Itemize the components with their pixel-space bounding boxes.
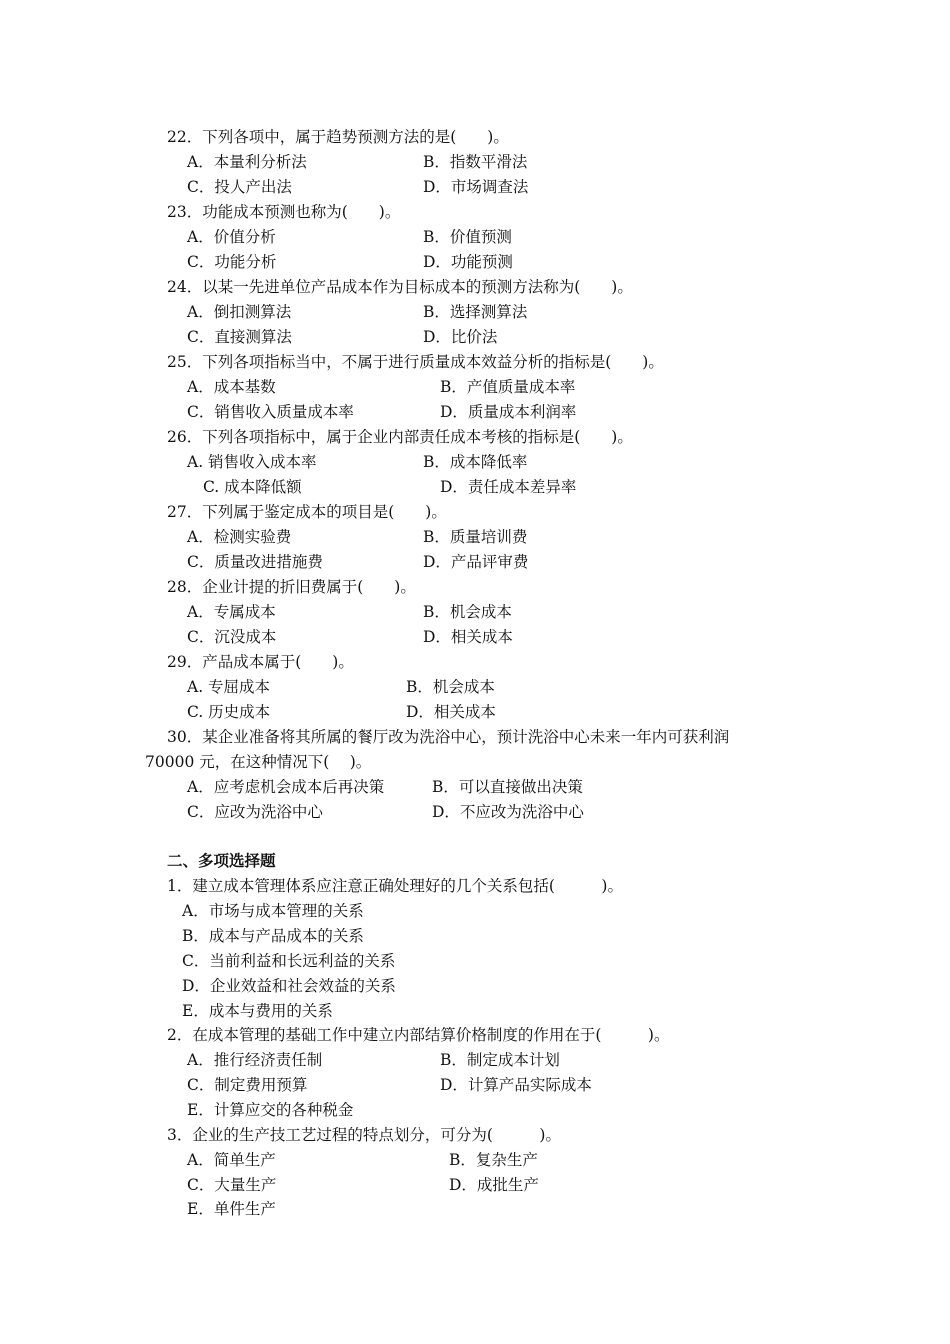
question-25-option-b: B．产值质量成本率 [440,378,576,396]
question-23-stem: 23．功能成本预测也称为( )。 [167,203,401,221]
question-22-option-d: D．市场调查法 [423,178,529,196]
mc-question-1-option-b: B．成本与产品成本的关系 [182,927,364,945]
question-27-option-b: B．质量培训费 [423,528,528,546]
question-28-stem: 28．企业计提的折旧费属于( )。 [167,578,416,596]
question-30-option-b: B．可以直接做出决策 [432,778,583,796]
question-28-option-b: B．机会成本 [423,603,512,621]
question-23-option-a: A．价值分析 [187,228,276,246]
mc-question-3-option-e: E．单件生产 [187,1200,276,1218]
question-23-option-d: D．功能预测 [423,253,513,271]
question-30-option-c: C．应改为洗浴中心 [187,803,323,821]
question-30-option-a: A．应考虑机会成本后再决策 [187,778,385,796]
question-25-option-c: C．销售收入质量成本率 [187,403,354,421]
question-25-option-d: D．质量成本利润率 [440,403,577,421]
mc-question-1-option-e: E．成本与费用的关系 [182,1002,333,1020]
mc-question-1-stem: 1．建立成本管理体系应注意正确处理好的几个关系包括( )。 [167,877,623,895]
question-27-option-c: C．质量改进措施费 [187,553,323,571]
question-28-option-d: D．相关成本 [423,628,513,646]
question-26-option-a: A. 销售收入成本率 [187,453,317,471]
mc-question-3-stem: 3．企业的生产技工艺过程的特点划分，可分为( )。 [167,1126,561,1144]
mc-question-2-option-d: D．计算产品实际成本 [440,1076,592,1094]
question-22-option-a: A．本量利分析法 [187,153,307,171]
mc-question-2-option-e: E．计算应交的各种税金 [187,1101,354,1119]
question-26-stem: 26．下列各项指标中，属于企业内部责任成本考核的指标是( )。 [167,428,633,446]
question-27-option-d: D．产品评审费 [423,553,529,571]
mc-question-2-option-a: A．推行经济责任制 [187,1051,323,1069]
question-28-option-a: A．专属成本 [187,603,276,621]
section-heading-multiple-choice: 二、多项选择题 [167,851,276,870]
question-24-stem: 24．以某一先进单位产品成本作为目标成本的预测方法称为( )。 [167,278,633,296]
mc-question-1-option-a: A．市场与成本管理的关系 [182,902,364,920]
question-29-option-b: B．机会成本 [406,678,495,696]
question-22-stem: 22．下列各项中，属于趋势预测方法的是( )。 [167,128,509,146]
question-24-option-b: B．选择测算法 [423,303,528,321]
question-29-option-c: C. 历史成本 [187,703,271,721]
mc-question-3-option-a: A．简单生产 [187,1151,276,1169]
mc-question-2-option-b: B．制定成本计划 [440,1051,560,1069]
question-24-option-d: D．比价法 [423,328,498,346]
question-25-stem: 25．下列各项指标当中，不属于进行质量成本效益分析的指标是( )。 [167,353,664,371]
question-26-option-c: C. 成本降低额 [203,478,302,496]
question-23-option-c: C．功能分析 [187,253,277,271]
mc-question-3-option-d: D．成批生产 [449,1176,539,1194]
question-24-option-a: A．倒扣测算法 [187,303,292,321]
question-25-option-a: A．成本基数 [187,378,276,396]
question-26-option-b: B．成本降低率 [423,453,528,471]
mc-question-3-option-c: C．大量生产 [187,1176,277,1194]
question-30-stem-line-1: 30．某企业准备将其所属的餐厅改为洗浴中心，预计洗浴中心未来一年内可获利润 [167,728,730,746]
question-29-stem: 29．产品成本属于( )。 [167,653,354,671]
question-29-option-d: D．相关成本 [406,703,496,721]
question-23-option-b: B．价值预测 [423,228,512,246]
mc-question-2-option-c: C．制定费用预算 [187,1076,308,1094]
mc-question-3-option-b: B．复杂生产 [449,1151,538,1169]
question-27-stem: 27．下列属于鉴定成本的项目是( )。 [167,503,447,521]
question-29-option-a: A. 专屈成本 [187,678,271,696]
question-28-option-c: C．沉没成本 [187,628,277,646]
question-30-option-d: D．不应改为洗浴中心 [432,803,584,821]
mc-question-1-option-c: C．当前利益和长远利益的关系 [182,952,396,970]
question-26-option-d: D．责任成本差异率 [440,478,577,496]
question-24-option-c: C．直接测算法 [187,328,292,346]
question-22-option-b: B．指数平滑法 [423,153,528,171]
question-27-option-a: A．检测实验费 [187,528,292,546]
question-22-option-c: C．投人产出法 [187,178,292,196]
mc-question-2-stem: 2．在成本管理的基础工作中建立内部结算价格制度的作用在于( )。 [167,1026,670,1044]
mc-question-1-option-d: D．企业效益和社会效益的关系 [182,977,396,995]
question-30-stem-line-2: 70000 元，在这种情况下( )。 [145,753,372,771]
